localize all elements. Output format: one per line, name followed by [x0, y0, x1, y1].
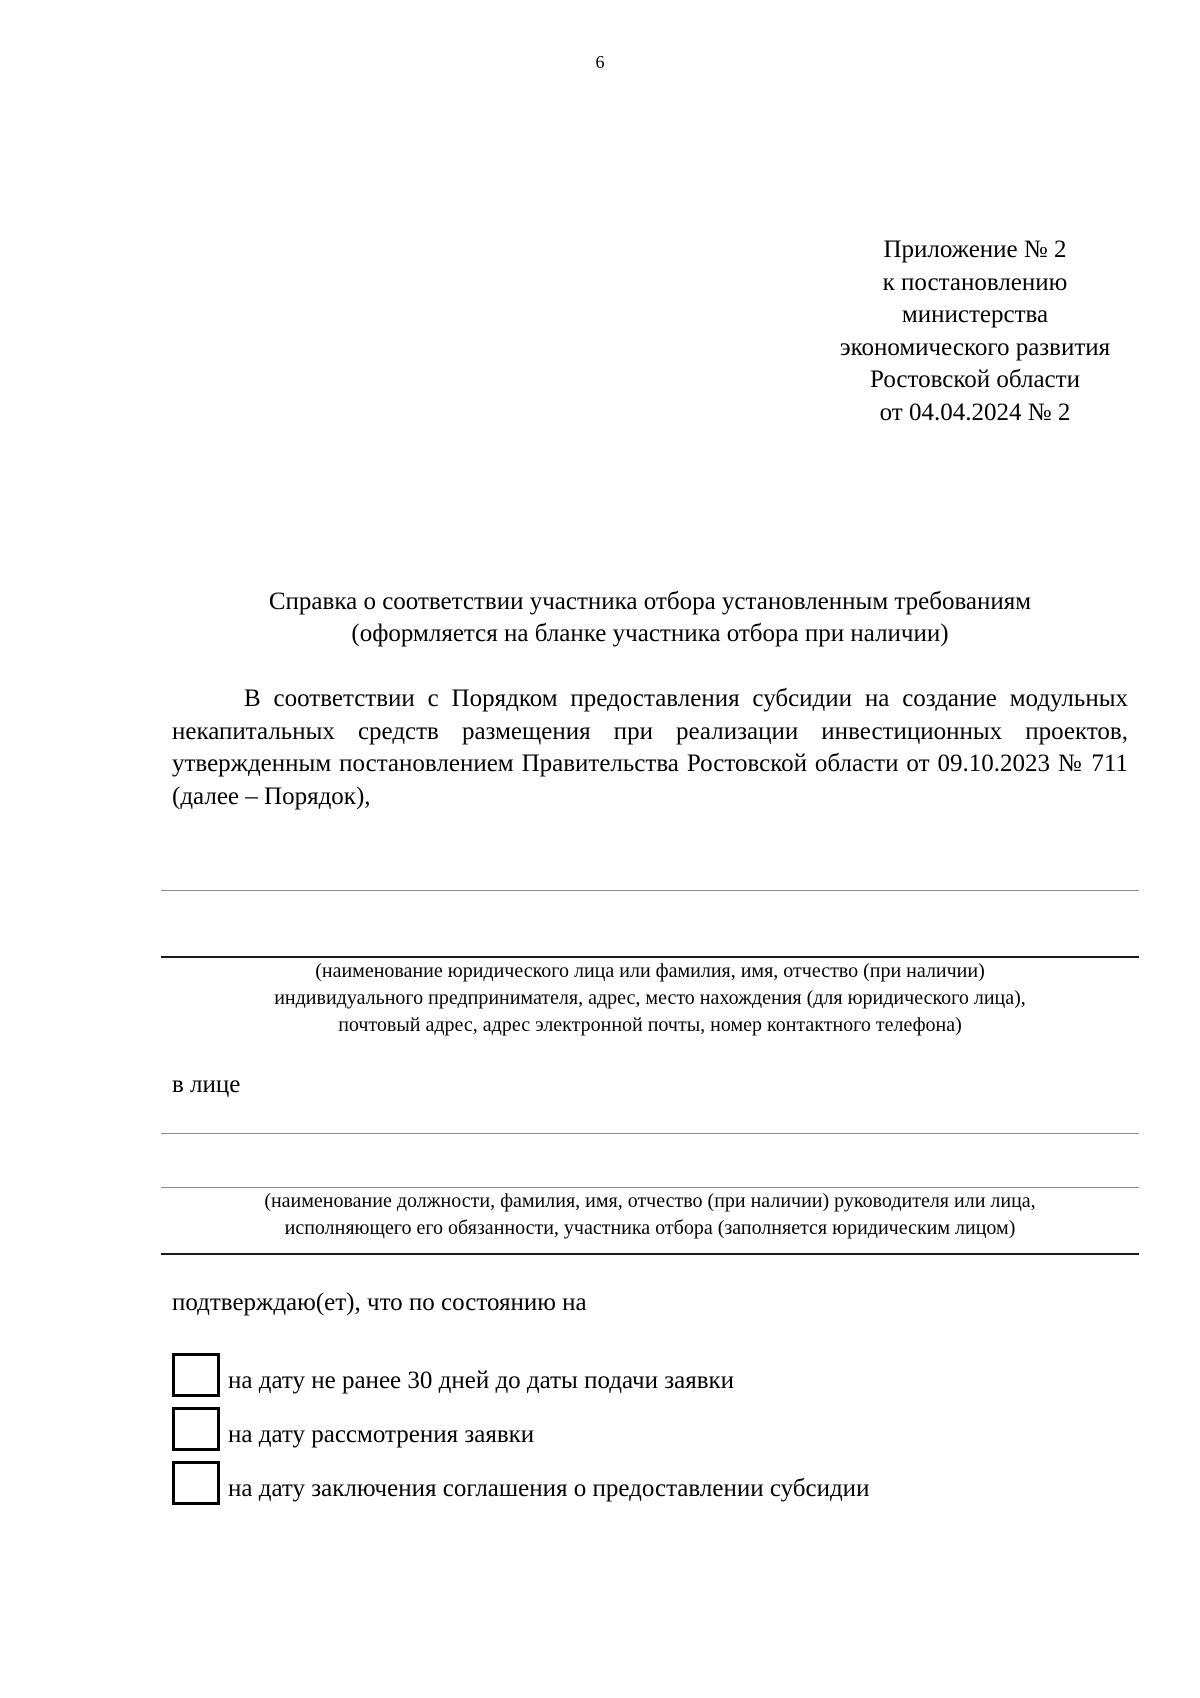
representative-fill-line-1[interactable] — [161, 1133, 1139, 1134]
document-title-note: (оформляется на бланке участника отбора при наличии) — [351, 620, 949, 647]
appendix-line: Ростовской области — [870, 366, 1080, 393]
appendix-line: к постановлению — [882, 268, 1068, 296]
representative-caption-line: исполняющего его обязанности, участника отбора (заполняется юридическим лицом) — [284, 1217, 1016, 1239]
page-number: 6 — [595, 52, 605, 72]
document-title-main: Справка о соответствии участника отбора установленным требованиям — [268, 588, 1032, 615]
representative-caption-bottom-line — [161, 1253, 1139, 1255]
option-label: на дату заключения соглашения о предоставлении субсидии — [228, 1475, 870, 1502]
applicant-caption-line: индивидуального предпринимателя, адрес, место нахождения (для юридического лица), — [274, 987, 1026, 1009]
in-person-label: в лице — [172, 1071, 241, 1098]
option-label: на дату рассмотрения заявки — [228, 1421, 535, 1448]
representative-caption-line: (наименование должности, фамилия, имя, отчество (при наличии) руководителя или лица, — [264, 1190, 1036, 1212]
appendix-header — [800, 234, 1150, 429]
checkbox-review-date[interactable] — [172, 1407, 220, 1451]
appendix-line: экономического развития — [839, 333, 1111, 361]
appendix-line: Приложение № 2 — [883, 236, 1067, 263]
checkbox-agreement-date[interactable] — [172, 1461, 220, 1505]
appendix-line: министерства — [901, 301, 1049, 328]
checkbox-30-days-before[interactable] — [172, 1353, 220, 1397]
document-title — [172, 586, 1128, 650]
confirm-label: подтверждаю(ет), что по состоянию на — [172, 1289, 587, 1316]
representative-caption — [161, 1188, 1139, 1242]
option-row[interactable] — [172, 1404, 534, 1454]
applicant-caption — [161, 958, 1139, 1039]
option-label: на дату не ранее 30 дней до даты подачи заявки — [228, 1367, 735, 1394]
option-row[interactable] — [172, 1350, 734, 1400]
appendix-line: от 04.04.2024 № 2 — [879, 398, 1071, 426]
applicant-caption-line: почтовый адрес, адрес электронной почты, номер контактного телефона) — [338, 1014, 962, 1036]
applicant-fill-line-1[interactable] — [161, 890, 1139, 891]
intro-paragraph: В соответствии с Порядком предоставления субсидии на создание модульных некапитальных средств размещения при реализации инвестиционных проектов, утвержденным постановлением Правительства Ростовской области от 09.10.2023 № 711 (далее – Порядок), — [172, 685, 1128, 810]
option-row[interactable] — [172, 1458, 869, 1508]
applicant-caption-line: (наименование юридического лица или фамилия, имя, отчество (при наличии) — [315, 960, 985, 982]
